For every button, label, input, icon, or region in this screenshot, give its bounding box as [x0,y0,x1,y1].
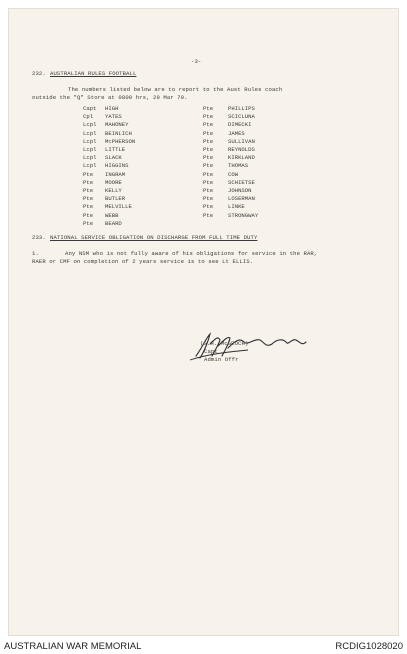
roster-rank-left: Pte [83,178,94,186]
roster-rank-left: Cpl [83,113,94,121]
roster-rank-left: Pte [83,187,94,194]
roster-rank-right: Pte [203,211,214,219]
roster-name-right: LOSERMAN [228,195,255,203]
roster-name-left: INGRAM [105,170,126,178]
roster-name-right: COW [228,170,239,178]
roster-list [8,105,399,235]
roster-rank-left: Pte [83,211,94,219]
roster-rank-right: Pte [203,113,214,121]
roster-rank-left: Pte [83,219,94,227]
document-page [8,8,399,636]
roster-name-left: BEARD [105,219,122,227]
roster-name-left: MAHONEY [105,121,129,129]
roster-rank-right: Pte [203,129,214,137]
roster-name-left: LITTLE [105,146,126,153]
roster-name-left: MELVILLE [105,203,132,211]
roster-rank-right: Pte [203,162,214,170]
roster-rank-left: Pte [83,170,94,178]
roster-rank-right: Pte [203,170,214,178]
roster-name-right: REYNOLDS [228,146,255,153]
page-number: -3- [191,58,202,65]
roster-name-right: JOHNSON [228,187,252,194]
roster-rank-left: Lcpl [83,137,97,145]
roster-rank-right: Pte [203,203,214,211]
roster-name-right: DIMECKI [228,121,252,129]
roster-rank-left: Lcpl [83,129,97,137]
roster-rank-right: Pte [203,178,214,186]
roster-name-right: SCHIETSE [228,178,255,186]
roster-name-right: KIRKLAND [228,154,255,162]
roster-rank-right: Pte [203,137,214,145]
roster-name-left: WEBB [105,211,119,219]
signatory-name: (G.H. McGEOCH) [200,340,249,347]
roster-name-left: HIGH [105,105,119,112]
item-233-para-number: 1. [32,250,39,257]
item-232-intro-line2: outside the "Q" Store at 0800 hrs, 29 Mar 70. [32,94,188,101]
roster-rank-right: Pte [203,195,214,203]
roster-rank-left: Pte [83,195,94,203]
roster-name-right: SULLIVAN [228,137,255,145]
roster-name-right: STRONGWAY [228,211,259,219]
item-233-line2: RAER or CMF on completion of 2 years service is to see Lt ELLIS. [32,258,254,265]
roster-name-left: BEINLICH [105,129,132,137]
roster-name-left: HIGGINS [105,162,129,170]
signatory-rank: Capt [204,348,218,355]
roster-rank-right: Pte [203,121,214,129]
roster-name-left: BUTLER [105,195,126,203]
archive-reference: RCDIG1028020 [335,641,403,652]
roster-name-left: SLACK [105,154,122,162]
roster-name-right: PHILLIPS [228,105,255,112]
item-232-heading: AUSTRALIAN RULES FOOTBALL [50,70,137,77]
item-232-number: 232. [32,70,46,77]
roster-rank-left: Pte [83,203,94,211]
roster-name-right: LINKE [228,203,245,211]
roster-rank-left: Lcpl [83,154,97,162]
roster-rank-left: Lcpl [83,146,97,153]
roster-rank-right: Pte [203,154,214,162]
roster-name-left: YATES [105,113,122,121]
roster-rank-right: Pte [203,146,214,153]
roster-rank-right: Pte [203,105,214,112]
roster-name-left: MOORE [105,178,122,186]
item-233-line1: Any NSM who is not fully aware of his obligations for service in the RAR, [65,250,318,257]
signatory-appointment: Admin Offr [204,356,239,363]
item-232-intro-line1: The numbers listed below are to report to the Aust Rules coach [68,86,283,93]
roster-name-right: JAMES [228,129,245,137]
roster-rank-left: Capt [83,105,97,112]
roster-name-right: THOMAS [228,162,249,170]
roster-rank-left: Lcpl [83,121,97,129]
item-233-number: 233. [32,234,46,241]
roster-rank-left: Lcpl [83,162,97,170]
archive-footer [0,640,407,654]
roster-name-left: McPHERSON [105,137,136,145]
roster-rank-right: Pte [203,187,214,194]
roster-name-left: KELLY [105,187,122,194]
roster-name-right: SCICLUNA [228,113,255,121]
archive-name: AUSTRALIAN WAR MEMORIAL [4,641,142,652]
item-233-heading: NATIONAL SERVICE OBLIGATION ON DISCHARGE FROM FULL TIME DUTY [50,234,258,241]
